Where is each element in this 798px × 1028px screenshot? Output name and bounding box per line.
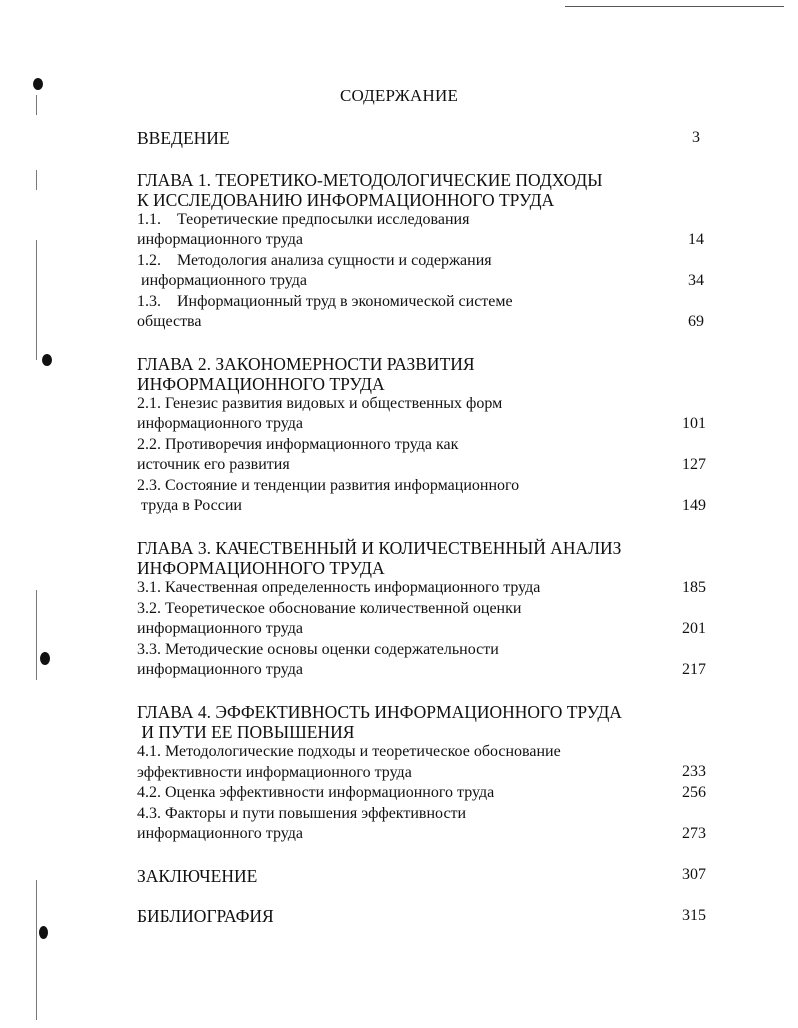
toc-item-2-2-line-1: 2.2. Противоречия информационного труда как — [137, 436, 459, 453]
toc-item-3-3-line-1: 3.3. Методические основы оценки содержательности — [137, 641, 499, 658]
punch-hole-mark — [42, 354, 52, 366]
toc-item-2-1-line-2: информационного труда — [137, 415, 303, 432]
toc-item-4-3-line-1: 4.3. Факторы и пути повышения эффективности — [137, 805, 467, 822]
margin-line — [36, 880, 37, 1020]
chapter-4-title-line-1: ГЛАВА 4. ЭФФЕКТИВНОСТЬ ИНФОРМАЦИОННОГО ТРУДА — [137, 702, 622, 722]
toc-item-4-2-line-1: 4.2. Оценка эффективности информационного труда — [137, 784, 495, 801]
toc-item-2-2-page: 127 — [682, 456, 706, 473]
toc-bibliography-label: БИБЛИОГРАФИЯ — [137, 906, 274, 926]
toc-item-1-1-page: 14 — [688, 231, 704, 248]
punch-hole-mark — [40, 652, 50, 665]
chapter-2-title-line-1: ГЛАВА 2. ЗАКОНОМЕРНОСТИ РАЗВИТИЯ — [137, 354, 475, 374]
punch-hole-mark — [39, 926, 48, 939]
toc-item-2-1-line-1: 2.1. Генезис развития видовых и общественных форм — [137, 395, 503, 412]
toc-item-3-3-page: 217 — [682, 661, 706, 678]
toc-item-4-1-line-2: эффективности информационного труда — [137, 764, 412, 781]
toc-item-2-3-page: 149 — [682, 497, 706, 514]
toc-item-4-1-line-1: 4.1. Методологические подходы и теоретическое обоснование — [137, 743, 561, 760]
toc-item-2-2-line-2: источник его развития — [137, 456, 290, 473]
toc-item-4-3-page: 273 — [682, 825, 706, 842]
toc-item-4-3-line-2: информационного труда — [137, 825, 303, 842]
toc-intro-page: 3 — [692, 129, 700, 146]
toc-item-4-1-page: 233 — [682, 763, 706, 780]
toc-item-1-2-line-1: 1.2. Методология анализа сущности и содержания — [137, 252, 492, 269]
toc-conclusion-label: ЗАКЛЮЧЕНИЕ — [137, 866, 258, 886]
toc-item-3-2-page: 201 — [682, 620, 706, 637]
toc-item-1-1-line-2: информационного труда — [137, 231, 303, 248]
toc-item-1-2-page: 34 — [688, 272, 704, 289]
chapter-2-title-line-2: ИНФОРМАЦИОННОГО ТРУДА — [137, 374, 385, 394]
page-title: СОДЕРЖАНИЕ — [339, 86, 459, 105]
chapter-4-title-line-2: И ПУТИ ЕЕ ПОВЫШЕНИЯ — [137, 722, 355, 742]
toc-item-1-1-line-1: 1.1. Теоретические предпосылки исследования — [137, 211, 470, 228]
chapter-3-title-line-2: ИНФОРМАЦИОННОГО ТРУДА — [137, 558, 385, 578]
toc-item-2-1-page: 101 — [682, 415, 706, 432]
toc-bibliography-page: 315 — [682, 907, 706, 924]
top-rule — [565, 6, 784, 7]
toc-item-3-1-line-1: 3.1. Качественная определенность информационного труда — [137, 579, 541, 596]
toc-item-4-2-page: 256 — [682, 784, 706, 801]
margin-line — [36, 590, 37, 680]
toc-item-2-3-line-2: труда в России — [137, 497, 242, 514]
toc-item-1-2-line-2: информационного труда — [137, 272, 307, 289]
toc-conclusion-page: 307 — [682, 866, 706, 883]
toc-item-2-3-line-1: 2.3. Состояние и тенденции развития информационного — [137, 477, 520, 494]
toc-item-1-3-line-2: общества — [137, 313, 202, 330]
toc-item-3-2-line-2: информационного труда — [137, 620, 303, 637]
chapter-1-title-line-2: К ИССЛЕДОВАНИЮ ИНФОРМАЦИОННОГО ТРУДА — [137, 190, 555, 210]
chapter-3-title-line-1: ГЛАВА 3. КАЧЕСТВЕННЫЙ И КОЛИЧЕСТВЕННЫЙ АНАЛИЗ — [137, 538, 622, 558]
chapter-1-title-line-1: ГЛАВА 1. ТЕОРЕТИКО-МЕТОДОЛОГИЧЕСКИЕ ПОДХОДЫ — [137, 170, 603, 190]
toc-intro-label: ВВЕДЕНИЕ — [137, 128, 230, 148]
margin-line — [36, 170, 37, 190]
toc-item-3-1-page: 185 — [682, 579, 706, 596]
margin-line — [36, 240, 37, 360]
toc-item-3-2-line-1: 3.2. Теоретическое обоснование количественной оценки — [137, 600, 522, 617]
toc-item-3-3-line-2: информационного труда — [137, 661, 303, 678]
toc-item-1-3-line-1: 1.3. Информационный труд в экономической системе — [137, 293, 513, 310]
toc-item-1-3-page: 69 — [688, 313, 704, 330]
